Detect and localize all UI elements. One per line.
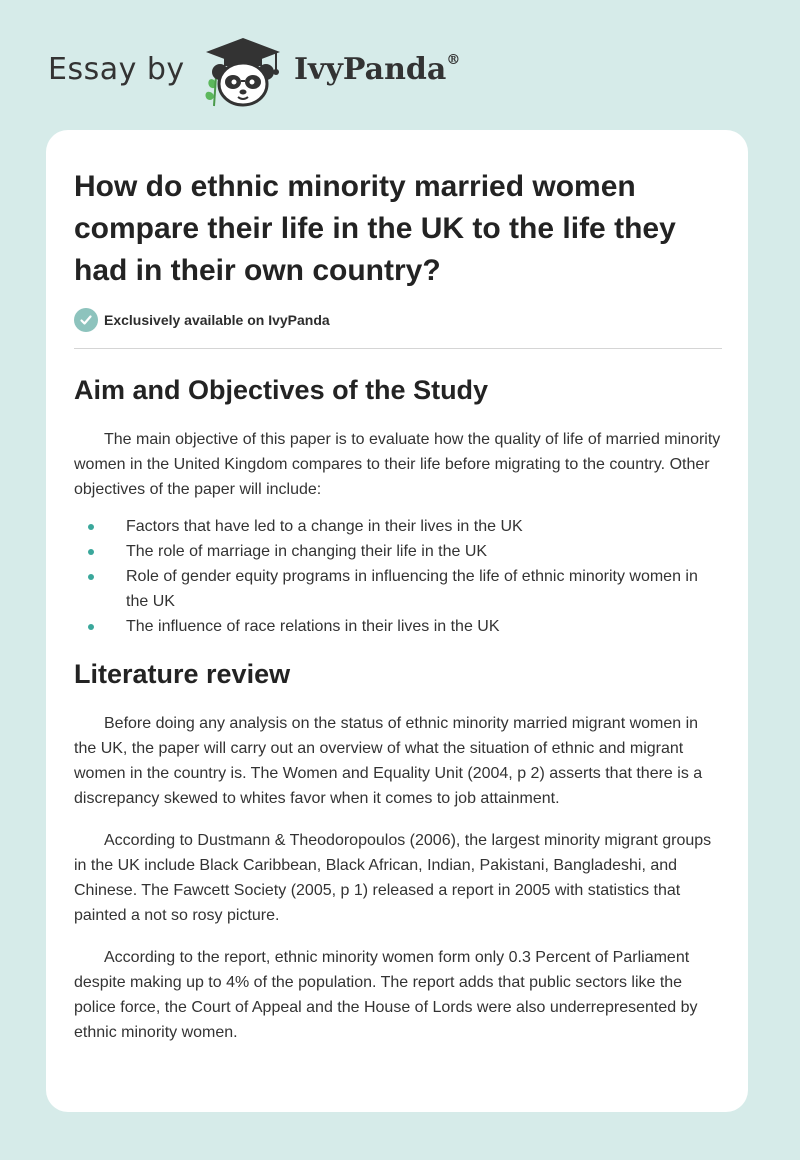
list-item	[74, 539, 722, 564]
brand-header	[48, 36, 488, 108]
brand-name-text: IvyPanda	[294, 52, 447, 87]
list-item	[74, 514, 722, 539]
exclusive-label: Exclusively available on IvyPanda	[104, 312, 330, 328]
registered-mark: ®	[446, 52, 461, 68]
section-heading-literature: Literature review	[74, 659, 291, 689]
brand-prefix: Essay by	[48, 52, 185, 87]
panda-graduation-cap-icon	[200, 36, 286, 108]
page-title: How do ethnic minority married women compare their life in the UK to the life they had in their own country?	[74, 170, 676, 287]
exclusive-badge	[74, 306, 722, 334]
check-icon	[74, 308, 98, 332]
brand-name	[294, 52, 460, 87]
list-item-text: The influence of race relations in their lives in the UK	[126, 618, 500, 635]
bullet-dot	[88, 524, 94, 530]
section-heading-aims: Aim and Objectives of the Study	[74, 375, 489, 405]
bullet-dot	[88, 624, 94, 630]
bullet-dot	[88, 574, 94, 580]
bullet-dot	[88, 549, 94, 555]
paragraph: According to the report, ethnic minority women form only 0.3 Percent of Parliament despite making up to 4% of the population. The report adds that public sectors like the police force, the Court of Appeal and the House of Lords were also underrepresented by ethnic minority women.	[74, 949, 698, 1041]
title-divider	[74, 348, 722, 349]
list-item	[74, 614, 722, 639]
paragraph: Before doing any analysis on the status of ethnic minority married migrant women in the UK, the paper will carry out an overview of what the situation of ethnic and migrant women in the country is. The Women and Equality Unit (2004, p 2) asserts that there is a discrepancy skewed to whites favor when it comes to job attainment.	[74, 715, 703, 807]
paragraph: The main objective of this paper is to evaluate how the quality of life of married minority women in the United Kingdom compares to their life before migrating to the country. Other objectives of the paper will include:	[74, 431, 721, 498]
objectives-list	[74, 514, 722, 639]
list-item-text: Factors that have led to a change in their lives in the UK	[126, 518, 523, 535]
article-card	[46, 130, 748, 1112]
list-item-text: Role of gender equity programs in influencing the life of ethnic minority women in the UK	[126, 568, 698, 610]
list-item	[74, 564, 722, 614]
paragraph: According to Dustmann & Theodoropoulos (2006), the largest minority migrant groups in the UK include Black Caribbean, Black African, Indian, Pakistani, Bangladeshi, and Chinese. The Fawcett Society (2005, p 1) released a report in 2005 with statistics that painted a not so rosy picture.	[74, 832, 712, 924]
list-item-text: The role of marriage in changing their life in the UK	[126, 543, 488, 560]
